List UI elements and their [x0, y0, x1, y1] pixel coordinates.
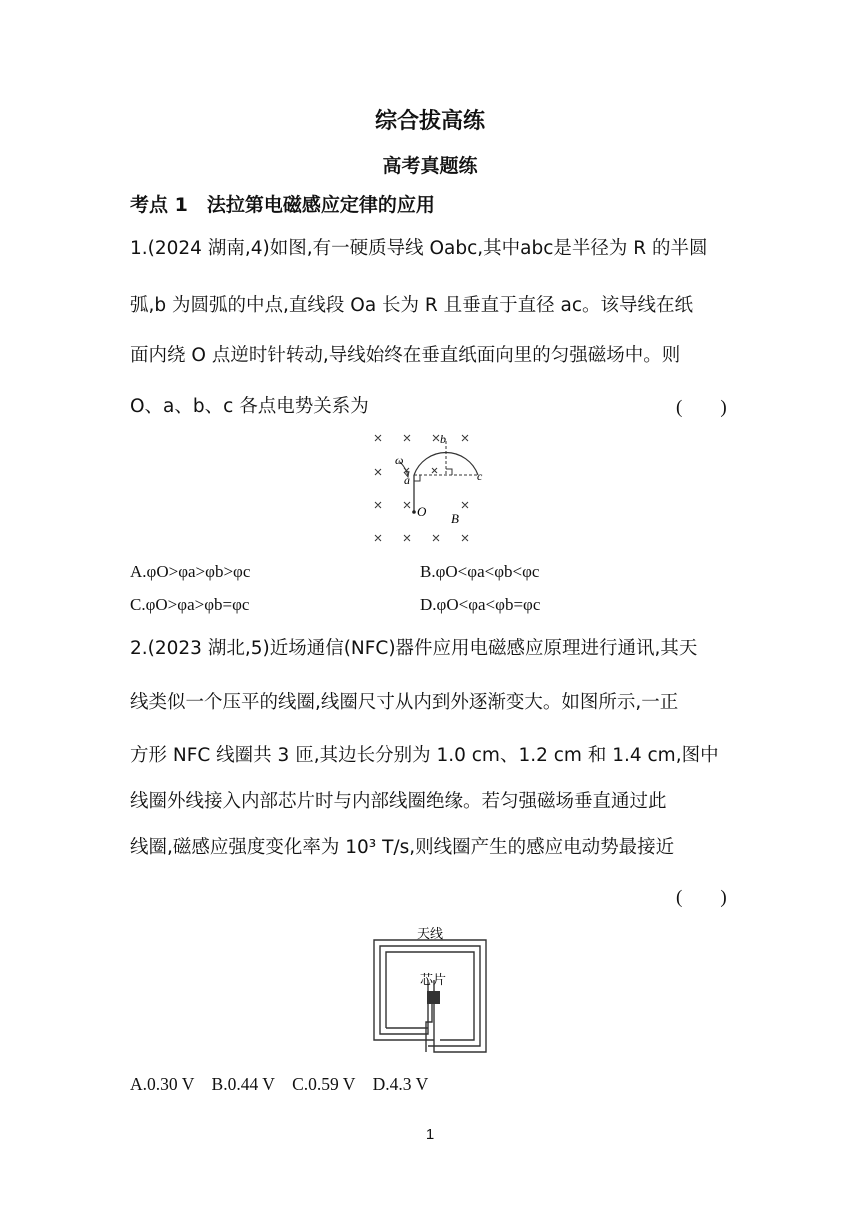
label-c: c [477, 469, 483, 483]
q1-figure [360, 428, 500, 550]
page-title: 综合拔高练 [374, 109, 485, 134]
q1-line-1: 1.(2024 湖南,4)如图,有一硬质导线 Oabc,其中abc是半径为 R 的半圆 [130, 238, 708, 259]
q1-line-3: 面内绕 O 点逆时针转动,导线始终在垂直纸面向里的匀强磁场中。则 [130, 345, 681, 366]
q1-option-a: A.φO>φa>φb>φc [130, 562, 251, 581]
q1-line-4: O、a、b、c 各点电势关系为 [130, 396, 369, 417]
q1-option-c: C.φO>φa>φb=φc [130, 595, 250, 614]
page-subtitle: 高考真题练 [382, 155, 478, 177]
q1-answer-bracket: ( ) [676, 397, 727, 418]
chip-square [427, 991, 440, 1004]
label-B: B [451, 511, 459, 526]
label-antenna: 天线 [417, 926, 444, 941]
label-omega: ω [395, 453, 404, 467]
page-number: 1 [425, 1126, 435, 1143]
q1-option-d: D.φO<φa<φb=φc [420, 595, 541, 614]
label-a: a [404, 473, 410, 487]
section-heading: 考点 1 法拉第电磁感应定律的应用 [130, 194, 435, 216]
q2-line-4: 线圈外线接入内部芯片时与内部线圈绝缘。若匀强磁场垂直通过此 [130, 791, 667, 812]
q1-line-2: 弧,b 为圆弧的中点,直线段 Oa 长为 R 且垂直于直径 ac。该导线在纸 [130, 295, 694, 316]
label-chip: 芯片 [420, 972, 447, 987]
label-O: O [417, 504, 427, 519]
q2-figure-nfc-coil [370, 922, 492, 1058]
q2-line-1: 2.(2023 湖北,5)近场通信(NFC)器件应用电磁感应原理进行通讯,其天 [130, 638, 698, 659]
q2-options: A.0.30 V B.0.44 V C.0.59 V D.4.3 V [130, 1074, 429, 1094]
q2-line-3: 方形 NFC 线圈共 3 匝,其边长分别为 1.0 cm、1.2 cm 和 1.4 cm,图中 [130, 745, 719, 766]
q1-option-b: B.φO<φa<φb<φc [420, 562, 540, 581]
q2-answer-bracket: ( ) [676, 887, 727, 908]
label-b: b [440, 432, 446, 446]
q2-line-5: 线圈,磁感应强度变化率为 10³ T/s,则线圈产生的感应电动势最接近 [130, 837, 675, 858]
q2-line-2: 线类似一个压平的线圈,线圈尺寸从内到外逐渐变大。如图所示,一正 [130, 692, 679, 713]
